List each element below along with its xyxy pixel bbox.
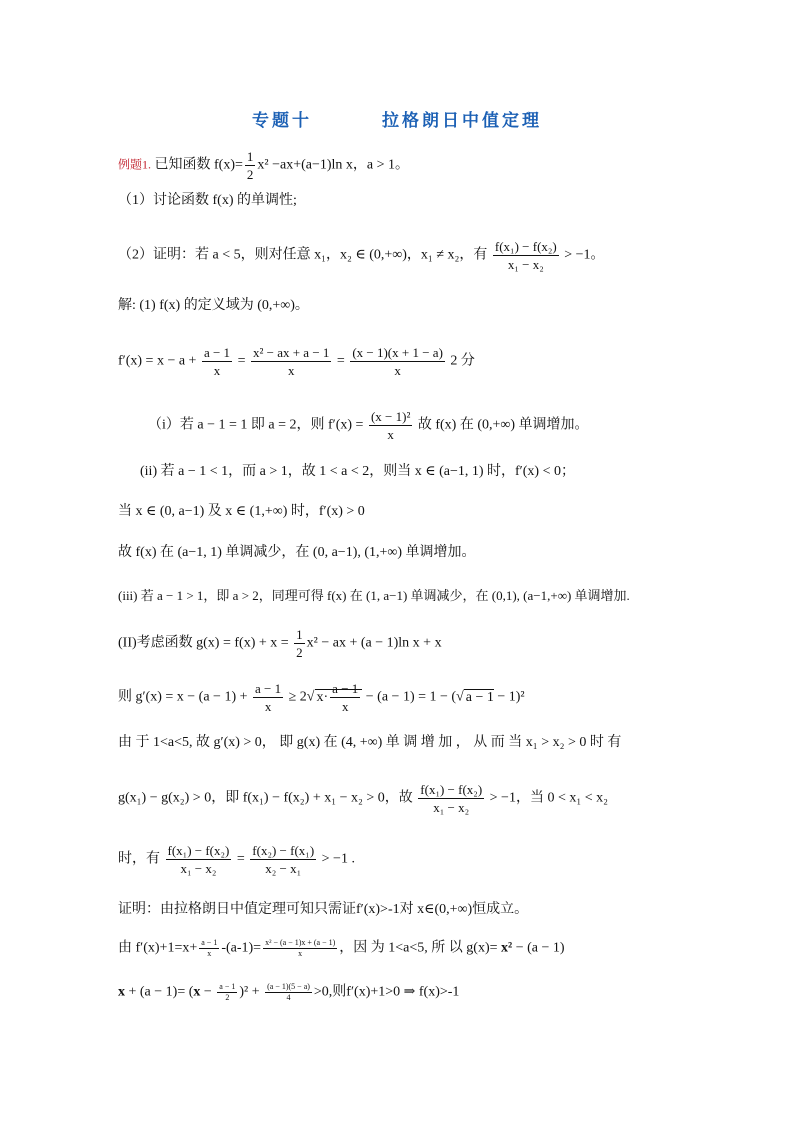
case1-line: （i）若 a − 1 = 1 即 a = 2，则 f′(x) = $\frac{\text{(x − 1)²}}{x}$ 故 f(x) 在 (0,+∞) 单调增加。 — [148, 409, 589, 442]
case2c-line: 故 f(x) 在 (a−1, 1) 单调减少，在 (0, a−1), (1,+∞) 单调增加。 — [118, 545, 476, 560]
page-title — [0, 106, 794, 131]
title-topic: 专题十 — [252, 111, 312, 130]
part2-solution-line: (II)考虑函数 g(x) = f(x) + x = $\frac{1}{2}$ x² − ax + (a − 1)ln x + x — [118, 627, 442, 660]
since-line-1: 由 于 1<a<5, 故 g′(x) > 0， 即 g(x) 在 (4, +∞) 单 调 增 加 ， 从 而 当 x₁ > x₂ > 0 时 有 — [118, 735, 622, 750]
case2a-line: (ii) 若 a − 1 < 1，而 a > 1，故 1 < a < 2，则当 x ∈ (a−1, 1) 时，f′(x) < 0； — [140, 464, 575, 479]
case3-line: (iii) 若 a − 1 > 1，即 a > 2，同理可得 f(x) 在 (1, a−1) 单调减少，在 (0,1), (a−1,+∞) 单调增加. — [118, 588, 630, 603]
since-line-2: g(x₁) − g(x₂) > 0，即 f(x₁) − f(x₂) + x₁ − x₂ > 0，故 $\frac{\text{f(x₁) − f(x₂)}}{\text{x₁ − x₂}}$ > −1，当 0 < x₁ < x₂ — [118, 782, 608, 815]
example-statement: 例题1. 已知函数 f(x)= $\frac{1}{2}$ x² −ax+(a−1)ln x，a > 1。 — [118, 149, 410, 182]
solution-intro: 解: (1) f(x) 的定义域为 (0,+∞)。 — [118, 298, 309, 313]
title-subject: 拉格朗日中值定理 — [382, 111, 542, 130]
proof-line-2: 由 f′(x)+1=x+ $\frac{a - 1}{x}$ -(a-1)= $\frac{\text{x² − (a − 1)x + (a − 1)}}{x}$ ，因 为 1<a<5, 所 以 g(x)= x² − (a − 1) — [118, 938, 565, 958]
part1-text: （1）讨论函数 f(x) 的单调性; — [118, 193, 297, 208]
proof-line-3: x + (a − 1)= (x − $\frac{a - 1}{2}$ )² + $\frac{(a - 1)(5 - a)}{4}$ >0,则f′(x)+1>0 ⇒ f(x)>-1 — [118, 982, 460, 1002]
part2-text: （2）证明：若 a < 5，则对任意 x₁，x₂ ∈ (0,+∞)，x₁ ≠ x₂，有 $\frac{\text{f(x₁) − f(x₂)}}{\text{x₁ − x₂}}$ > −1。 — [118, 239, 605, 272]
gprime-line: 则 g′(x) = x − (a − 1) + $\frac{a - 1}{x}$ ≥ 2√ x· $\frac{a - 1}{x}$ − (a − 1) = 1 − (√ a − 1 − 1)² — [118, 681, 525, 714]
derivative-line: f′(x) = x − a + $\frac{a - 1}{x}$ = $\frac{\text{x² − ax + a − 1}}{x}$ = $\frac{(x - 1)(x + 1 - a)}{x}$ 2 分 — [118, 345, 475, 378]
example-label: 例题1. — [118, 157, 152, 172]
case2b-line: 当 x ∈ (0, a−1) 及 x ∈ (1,+∞) 时，f′(x) > 0 — [118, 504, 365, 519]
proof-line-1: 证明：由拉格朗日中值定理可知只需证f′(x)>-1对 x∈(0,+∞)恒成立。 — [118, 902, 529, 917]
since-line-3: 时，有 $\frac{\text{f(x₁) − f(x₂)}}{\text{x₁ − x₂}}$ = $\frac{\text{f(x₂) − f(x₁)}}{\text{x₂ − x₁}}$ > −1 . — [118, 843, 355, 876]
